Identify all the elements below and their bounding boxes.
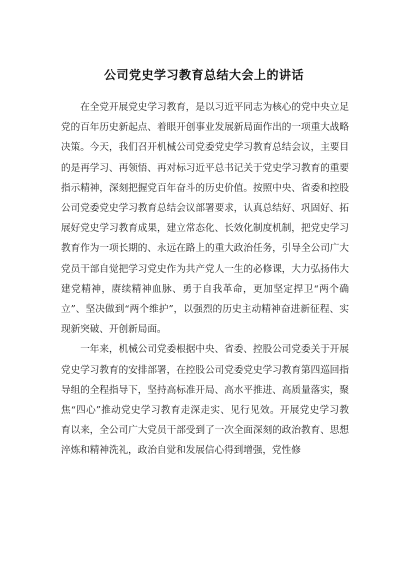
document-title: 公司党史学习教育总结大会上的讲话 [103,68,304,82]
body-paragraph: 一年来，机械公司党委根据中央、省委、控股公司党委关于开展党史学习教育的安排部署，在控股公司党委党史学习教育第四巡回指导组的全程指导下，坚持高标准开局、高水平推进、高质量落实，聚焦“四心”推动党史学习教育走深走实、见行见效。开展党史学习教育以来，全公司广大党员干部受到了一次全面深刻的政治教育、思想淬炼和精神洗礼，政治自觉和发展信心得到增强，党性修 [61,344,349,457]
body-paragraph: 在全党开展党史学习教育，是以习近平同志为核心的党中央立足党的百年历史新起点、着眼开创事业发展新局面作出的一项重大战略决策。今天，我们召开机械公司党委党史学习教育总结会议，主要目的是再学习、再领悟、再对标习近平总书记关于党史学习教育的重要指示精神，深刻把握党百年奋斗的历史价值。按照中央、省委和控股公司党委党史学习教育总结会议部署要求，认真总结好、巩固好、拓展好党史学习教育成果，建立常态化、长效化制度机制，把党史学习教育作为一项长期的、永远在路上的重大政治任务，引导全公司广大党员干部自觉把学习党史作为共产党人一生的必修课，大力弘扬伟大建党精神，赓续精神血脉、勇于自我革命，更加坚定捍卫“两个确立”、坚决做到“两个维护”，以强烈的历史主动精神奋进新征程、实现新突破、开创新局面。 [61,102,349,336]
document-body [61,98,349,462]
